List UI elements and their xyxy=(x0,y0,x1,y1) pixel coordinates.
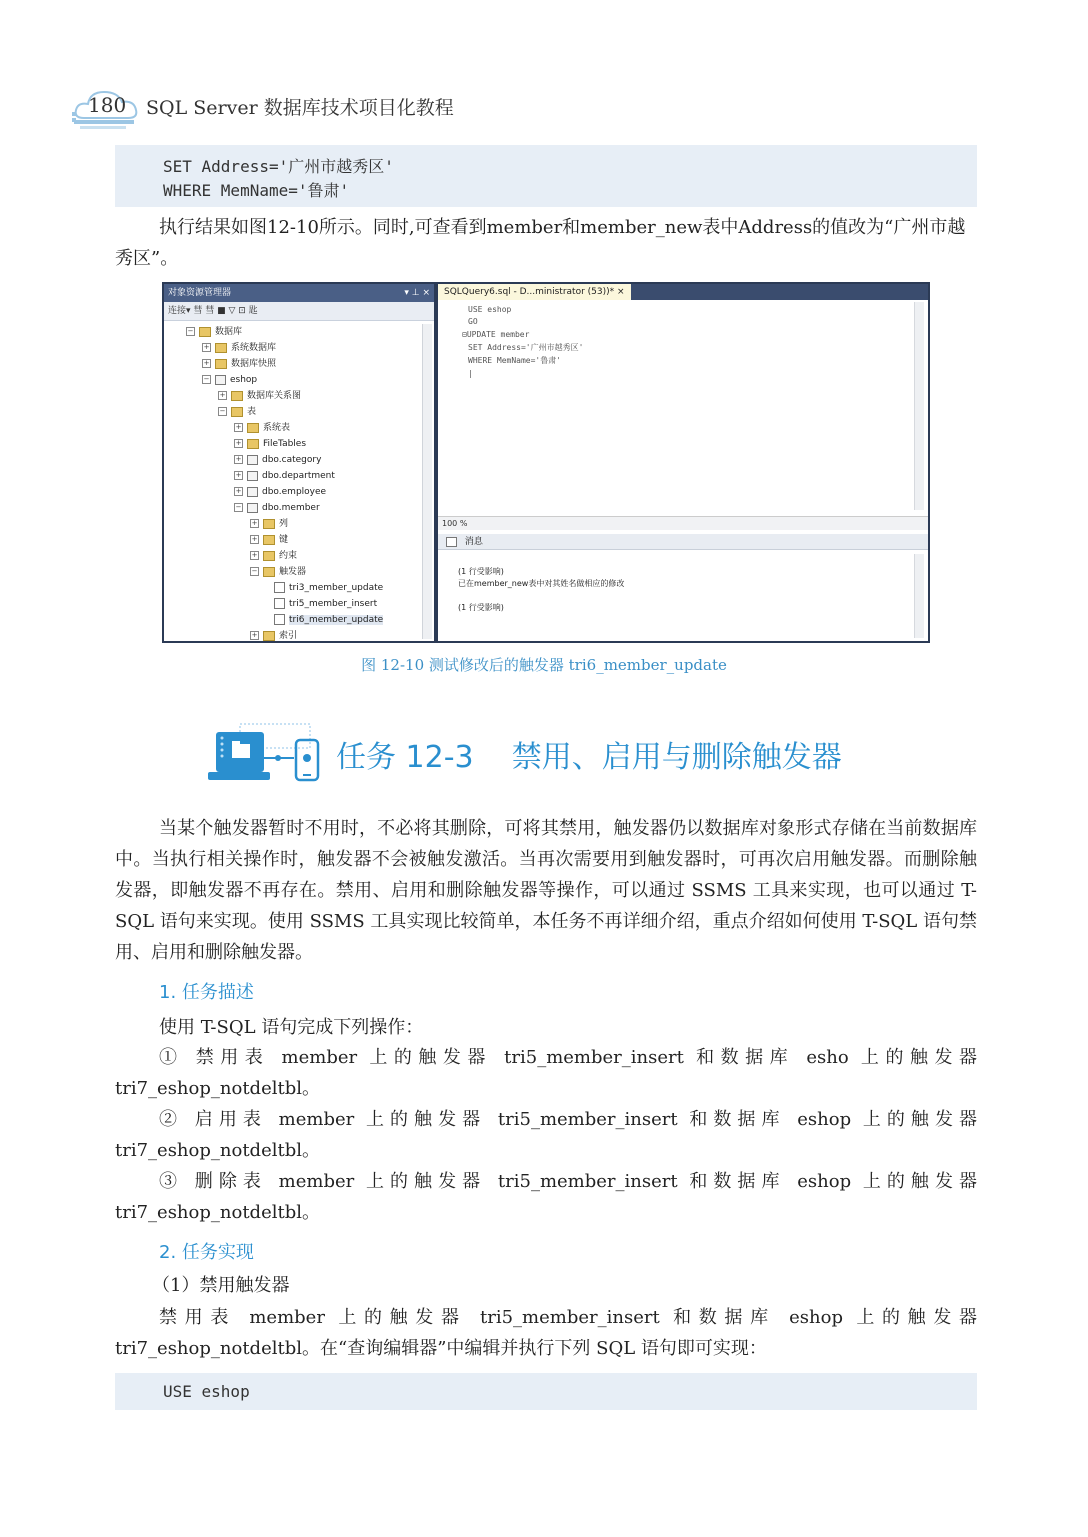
tree-node[interactable] xyxy=(234,469,335,483)
folder-icon xyxy=(263,535,275,545)
trigger-icon xyxy=(274,582,285,593)
zoom-selector[interactable]: 100 % xyxy=(438,516,928,530)
tree-node[interactable] xyxy=(218,405,256,419)
folder-icon xyxy=(199,327,211,337)
folder-icon xyxy=(231,407,243,417)
messages-icon xyxy=(446,537,457,547)
messages-scrollbar[interactable] xyxy=(914,554,924,638)
tree-node[interactable] xyxy=(250,549,297,563)
tree-node[interactable] xyxy=(202,341,276,355)
table-icon xyxy=(247,471,258,481)
query-tab-bar xyxy=(438,284,928,300)
message-line: (1 行受影响) xyxy=(458,603,504,612)
tree-node[interactable] xyxy=(250,629,297,643)
page-number: 180 xyxy=(88,93,127,117)
body-paragraph: 当某个触发器暂时不用时，不必将其删除，可将其禁用，触发器仍以数据库对象形式存储在当前数据库中。当执行相关操作时，触发器不会被触发激活。当再次需要用到触发器时，可再次启用触发器。而删除触发器，即触发器不再存在。禁用、启用和删除触发器等操作，可以通过 SSMS 工具来实现，也可以通过 T-SQL 语句来实现。使用 SSMS 工具实现比较简单，本任务不再详细介绍，重点介绍如何使用 T-SQL 语句禁用、启用和删除触发器。 xyxy=(115,818,977,963)
section-heading: 2. 任务实现 xyxy=(159,1242,254,1263)
expand-icon[interactable]: + xyxy=(235,439,242,447)
tree-node-label: 列 xyxy=(279,519,289,529)
tree-node-label: 数据库关系图 xyxy=(247,391,302,401)
messages-tab-label: 消息 xyxy=(464,537,483,547)
expand-icon[interactable]: + xyxy=(235,471,242,479)
tree-node[interactable] xyxy=(234,501,320,515)
expand-icon[interactable]: + xyxy=(235,423,242,431)
folder-icon xyxy=(247,439,259,449)
trigger-icon xyxy=(274,598,285,609)
expand-icon[interactable]: + xyxy=(203,343,210,351)
expand-icon[interactable]: + xyxy=(251,519,258,527)
expand-icon[interactable]: + xyxy=(203,359,210,367)
expand-icon[interactable]: + xyxy=(235,487,242,495)
tree-node-label: 系统数据库 xyxy=(231,343,277,353)
tree-node-label: 索引 xyxy=(279,631,298,641)
db-icon xyxy=(215,375,226,385)
folder-icon xyxy=(263,519,275,529)
section-heading: 1. 任务描述 xyxy=(159,982,254,1003)
tree-node-label: 触发器 xyxy=(279,567,307,577)
folder-icon xyxy=(215,359,227,369)
tree-node[interactable] xyxy=(218,389,301,403)
collapse-icon[interactable]: − xyxy=(235,503,242,511)
tree-node-label: tri3_member_update xyxy=(289,583,384,593)
object-explorer-toolbar[interactable]: 连接▾ 彗 彗 ■ ▽ ⊡ 匙 xyxy=(164,302,434,321)
query-tab[interactable]: SQLQuery6.sql - D...ministrator (53))* × xyxy=(438,284,631,300)
code-block xyxy=(115,1373,977,1410)
sql-line: GO xyxy=(468,317,478,326)
tree-node[interactable] xyxy=(250,517,288,531)
list-item: ③ 删除表 member 上的触发器 tri5_member_insert 和数据库 eshop 上的触发器 tri7_eshop_notdeltbl。 xyxy=(115,1171,977,1223)
messages-tab[interactable] xyxy=(438,534,928,550)
sql-line: SET Address='广州市越秀区' xyxy=(468,343,584,352)
list-item: ② 启用表 member 上的触发器 tri5_member_insert 和数据库 eshop 上的触发器 tri7_eshop_notdeltbl。 xyxy=(115,1109,977,1161)
text-cursor: | xyxy=(468,369,473,378)
tree-node-label: dbo.employee xyxy=(262,487,327,497)
tree-node[interactable] xyxy=(234,437,306,451)
tree-node-label: dbo.department xyxy=(262,471,335,481)
tree-node-label: 系统表 xyxy=(263,423,291,433)
sql-line: ⊟UPDATE member xyxy=(462,330,530,339)
tree-node[interactable] xyxy=(234,453,321,467)
editor-scrollbar[interactable] xyxy=(914,302,924,510)
body-paragraph: 禁用表 member 上的触发器 tri5_member_insert 和数据库 eshop 上的触发器 tri7_eshop_notdeltbl。在“查询编辑器”中编辑并执行下列 SQL 语句即可实现： xyxy=(115,1307,977,1359)
table-icon xyxy=(247,487,258,497)
sql-line: WHERE MemName='鲁肃' xyxy=(468,356,562,365)
folder-icon xyxy=(263,567,275,577)
expand-icon[interactable]: + xyxy=(251,551,258,559)
collapse-icon[interactable]: − xyxy=(219,407,226,415)
trigger-icon xyxy=(274,614,285,625)
tree-node-label: 表 xyxy=(247,407,257,417)
tree-node[interactable] xyxy=(202,357,276,371)
message-line: 已在member_new表中对其姓名做相应的修改 xyxy=(458,579,625,588)
tree-node-label: dbo.member xyxy=(262,503,320,513)
tree-node-label: FileTables xyxy=(263,439,307,449)
tree-scrollbar[interactable] xyxy=(422,324,432,639)
tree-node[interactable] xyxy=(250,565,306,579)
tree-node-label: 键 xyxy=(279,535,289,545)
tree-node[interactable] xyxy=(186,325,242,339)
message-line: (1 行受影响) xyxy=(458,567,504,576)
book-title: SQL Server 数据库技术项目化教程 xyxy=(146,97,454,119)
folder-icon xyxy=(215,343,227,353)
tree-node[interactable] xyxy=(274,613,383,627)
sql-editor[interactable] xyxy=(438,300,928,514)
subsection-heading: （1）禁用触发器 xyxy=(152,1275,290,1296)
expand-icon[interactable]: + xyxy=(219,391,226,399)
query-editor-panel xyxy=(438,284,928,641)
panel-window-buttons[interactable]: ▾ ⊥ × xyxy=(404,288,430,298)
table-icon xyxy=(247,455,258,465)
task-folder-phone-icon xyxy=(206,722,322,784)
expand-icon[interactable]: + xyxy=(251,631,258,639)
sql-line: USE eshop xyxy=(468,305,512,314)
object-explorer-title: 对象资源管理器 ▾ ⊥ × xyxy=(164,284,434,302)
expand-icon[interactable]: + xyxy=(251,535,258,543)
tree-node[interactable] xyxy=(202,373,257,387)
body-paragraph: 执行结果如图12-10所示。同时,可查看到member和member_new表中Address的值改为“广州市越秀区”。 xyxy=(115,217,966,269)
expand-icon[interactable]: + xyxy=(235,455,242,463)
collapse-icon[interactable]: − xyxy=(251,567,258,575)
figure-caption: 图 12-10 测试修改后的触发器 tri6_member_update xyxy=(361,656,727,674)
tree-node[interactable] xyxy=(274,597,377,611)
tree-node-label: 数据库快照 xyxy=(231,359,277,369)
code-line: WHERE MemName='鲁肃' xyxy=(163,181,350,200)
code-line: SET Address='广州市越秀区' xyxy=(163,157,394,176)
tree-node-label: dbo.category xyxy=(262,455,322,465)
tree-node[interactable] xyxy=(250,533,288,547)
tree-node[interactable] xyxy=(274,581,383,595)
task-heading: 任务 12-3 禁用、启用与删除触发器 xyxy=(336,740,842,775)
ssms-screenshot xyxy=(162,282,930,643)
tree-node[interactable] xyxy=(234,421,290,435)
tree-node-label: 约束 xyxy=(279,551,298,561)
tree-node-label: eshop xyxy=(230,375,258,385)
tree-node-label: tri6_member_update xyxy=(289,615,384,625)
tree-node[interactable] xyxy=(234,485,326,499)
code-line: USE eshop xyxy=(163,1382,250,1401)
collapse-icon[interactable]: − xyxy=(203,375,210,383)
folder-icon xyxy=(263,631,275,641)
table-icon xyxy=(247,503,258,513)
folder-icon xyxy=(263,551,275,561)
code-block xyxy=(115,145,977,207)
tree-node-label: tri5_member_insert xyxy=(289,599,378,609)
list-item: ① 禁用表 member 上的触发器 tri5_member_insert 和数据库 esho 上的触发器 tri7_eshop_notdeltbl。 xyxy=(115,1047,977,1099)
tree-node-label: 数据库 xyxy=(215,327,243,337)
collapse-icon[interactable]: − xyxy=(187,327,194,335)
section-intro: 使用 T-SQL 语句完成下列操作： xyxy=(159,1017,424,1038)
folder-icon xyxy=(231,391,243,401)
object-explorer-panel xyxy=(164,284,434,641)
folder-icon xyxy=(247,423,259,433)
